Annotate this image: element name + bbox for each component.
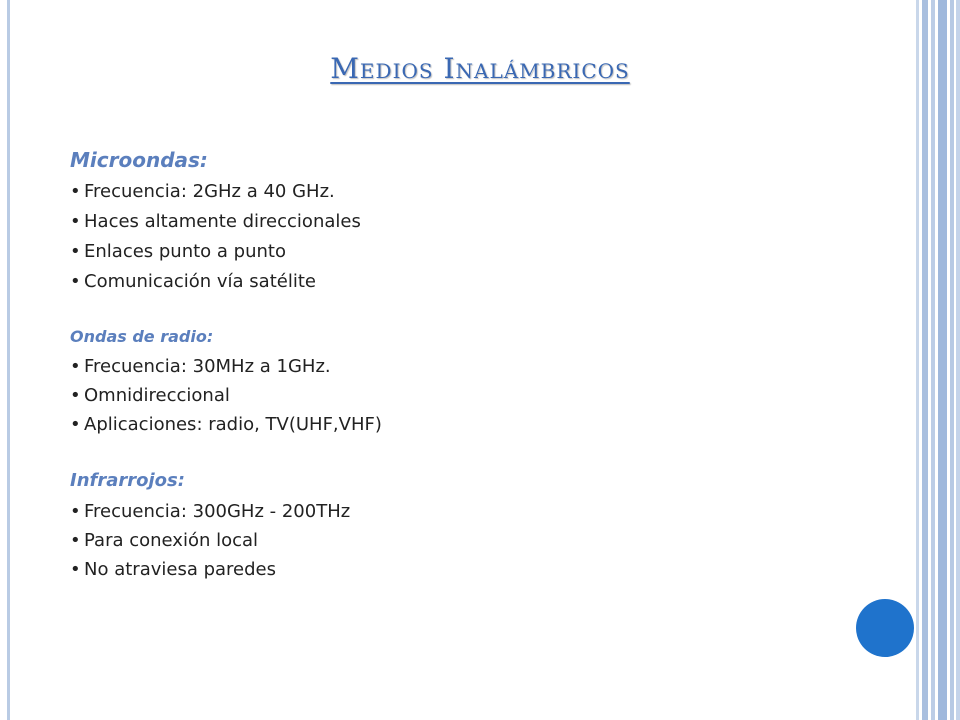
frame-stripe: [956, 0, 960, 720]
list-item: • No atraviesa paredes: [70, 559, 276, 580]
list-item: • Frecuencia: 2GHz a 40 GHz.: [70, 181, 335, 202]
list-item: • Frecuencia: 30MHz a 1GHz.: [70, 356, 331, 377]
list-item: • Aplicaciones: radio, TV(UHF,VHF): [70, 414, 382, 435]
list-item: • Omnidireccional: [70, 385, 230, 406]
section-heading-ondas-de-radio: Ondas de radio:: [70, 327, 214, 346]
section-heading-infrarrojos: Infrarrojos:: [70, 470, 185, 491]
frame-stripe: [931, 0, 935, 720]
list-item: • Haces altamente direccionales: [70, 211, 361, 232]
list-item: • Para conexión local: [70, 530, 259, 551]
frame-stripe: [950, 0, 954, 720]
list-item: • Comunicación vía satélite: [70, 271, 316, 292]
left-border-bar: [7, 0, 10, 720]
frame-stripe: [922, 0, 928, 720]
list-item: • Enlaces punto a punto: [70, 241, 286, 262]
section-heading-microondas: Microondas:: [70, 148, 208, 172]
list-item: • Frecuencia: 300GHz - 200THz: [70, 501, 351, 522]
frame-stripe: [938, 0, 947, 720]
right-decorative-frame: [916, 0, 960, 720]
accent-circle: [856, 599, 914, 657]
frame-stripe: [916, 0, 919, 720]
slide-title: Medios Inalámbricos: [330, 52, 630, 85]
